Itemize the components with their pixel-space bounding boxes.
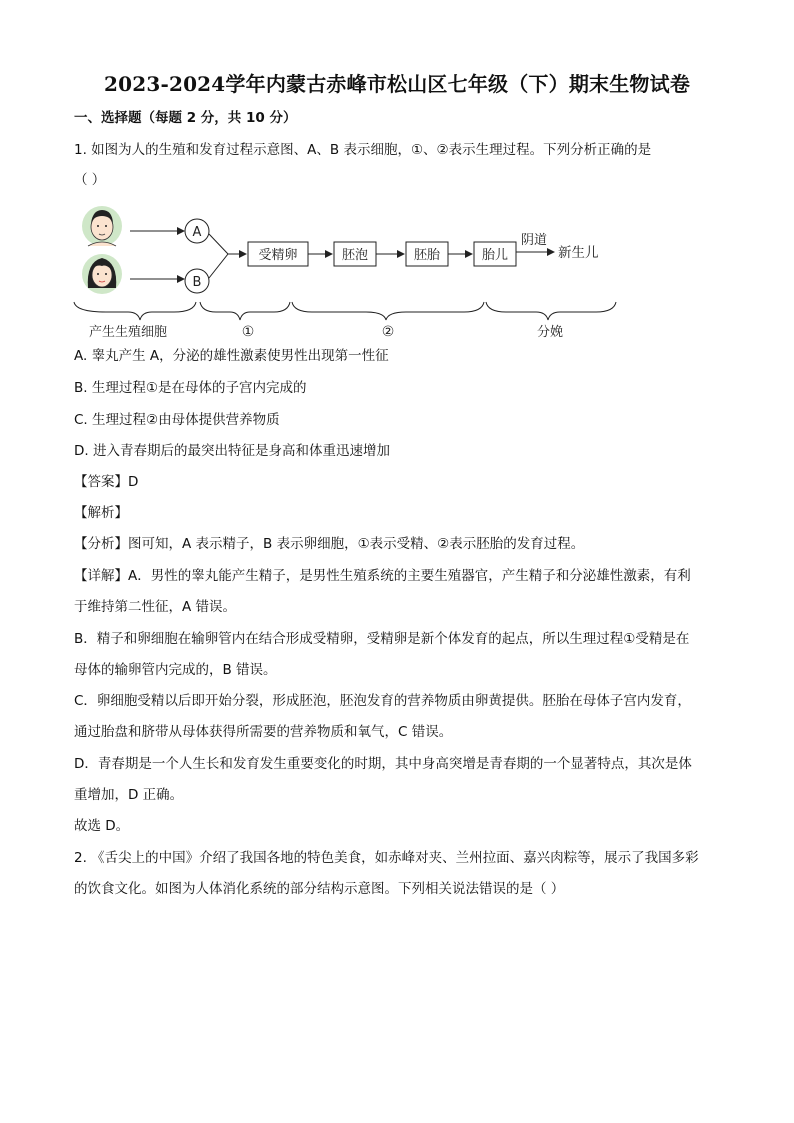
detail-line: 【详解】A．男性的睾丸能产生精子，是男性生殖系统的主要生殖器官，产生精子和分泌雄性激素，有利 [74, 568, 691, 584]
circle-a-label: A [192, 225, 202, 240]
section-heading: 一、选择题（每题 2 分，共 10 分） [74, 110, 297, 126]
reproduction-diagram [66, 196, 626, 346]
vagina-label: 阴道 [520, 233, 548, 248]
circle-b-label: B [192, 275, 202, 290]
detail-line: 重增加，D 正确。 [74, 787, 184, 803]
brace-label-1: ① [241, 324, 255, 340]
detail-line: B．精子和卵细胞在输卵管内在结合形成受精卵，受精卵是新个体发育的起点，所以生理过程①受精是在 [74, 631, 690, 647]
answer-line: 【答案】D [74, 474, 139, 490]
option-c: C. 生理过程②由母体提供营养物质 [74, 412, 280, 428]
brace-label-gametes: 产生生殖细胞 [88, 325, 168, 340]
box-zygote-label: 受精卵 [258, 248, 298, 263]
box-blastocyst-label: 胚泡 [341, 248, 369, 263]
box-fetus-label: 胎儿 [481, 248, 509, 263]
page-title: 2023-2024学年内蒙古赤峰市松山区七年级（下）期末生物试卷 [103, 72, 691, 96]
brace [292, 302, 484, 320]
fenxi-line: 【分析】图可知，A 表示精子，B 表示卵细胞，①表示受精、②表示胚胎的发育过程。 [74, 536, 585, 552]
female-portrait-icon [82, 254, 122, 294]
detail-line: C．卵细胞受精以后即开始分裂，形成胚泡，胚泡发育的营养物质由卵黄提供。胚胎在母体子宫内发育， [74, 693, 691, 709]
option-b: B. 生理过程①是在母体的子宫内完成的 [74, 380, 307, 396]
question-1-paren: （ ） [74, 172, 106, 188]
analysis-label: 【解析】 [74, 505, 128, 521]
option-d: D. 进入青春期后的最突出特征是身高和体重迅速增加 [74, 443, 390, 459]
male-portrait-icon [82, 206, 122, 246]
question-2-line: 的饮食文化。如图为人体消化系统的部分结构示意图。下列相关说法错误的是（ ） [74, 881, 565, 897]
question-2-line: 2. 《舌尖上的中国》介绍了我国各地的特色美食，如赤峰对夹、兰州拉面、嘉兴肉粽等，展示了我国多彩 [74, 850, 699, 866]
brace-label-delivery: 分娩 [536, 325, 564, 340]
detail-line: 通过胎盘和脐带从母体获得所需要的营养物质和氧气，C 错误。 [74, 724, 453, 740]
question-1-stem: 1. 如图为人的生殖和发育过程示意图、A、B 表示细胞，①、②表示生理过程。下列分析正确的是 [74, 142, 652, 158]
detail-line: D．青春期是一个人生长和发育发生重要变化的时期，其中身高突增是青春期的一个显著特点，其次是体 [74, 756, 692, 772]
option-a: A. 睾丸产生 A，分泌的雄性激素使男性出现第一性征 [74, 348, 389, 364]
brace [200, 302, 290, 320]
brace [74, 302, 196, 320]
brace-label-2: ② [381, 324, 395, 340]
detail-line: 母体的输卵管内完成的，B 错误。 [74, 662, 277, 678]
detail-line: 于维持第二性征，A 错误。 [74, 599, 237, 615]
box-embryo-label: 胚胎 [413, 248, 441, 263]
detail-line: 故选 D。 [74, 818, 130, 834]
newborn-label: 新生儿 [558, 245, 599, 261]
brace [486, 302, 616, 320]
